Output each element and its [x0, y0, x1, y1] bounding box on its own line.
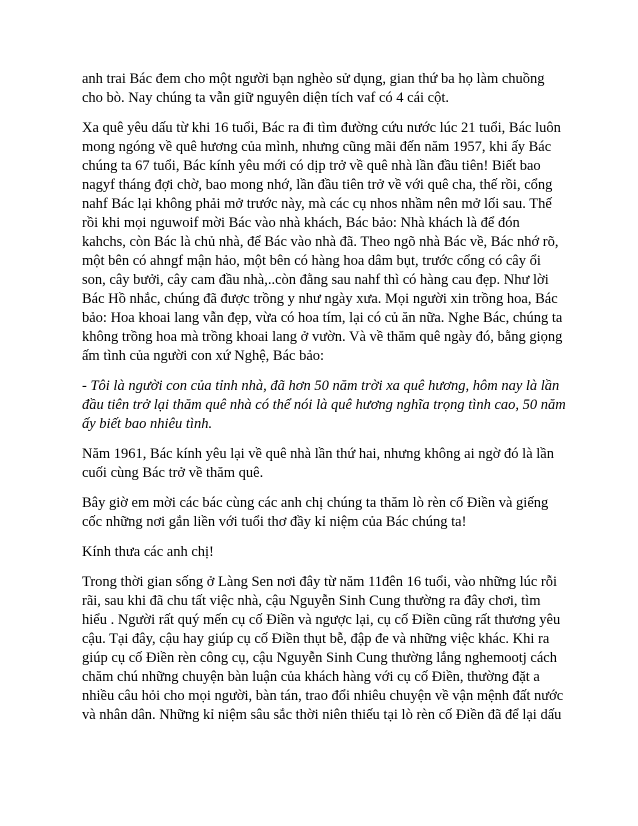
text-line: đầu tiên trở lại thăm quê nhà có thể nói là quê hương nghĩa trọng tình cao, 50 năm: [82, 397, 566, 413]
text-line: giúp cụ cố Điền rèn công cụ, cậu Nguyễn Sinh Cung thường lắng nghemootj cách: [82, 650, 557, 666]
text-line: Xa quê yêu dấu từ khi 16 tuổi, Bác ra đi tìm đường cứu nước lúc 21 tuổi, Bác luôn: [82, 120, 561, 136]
text-line: Bác Hồ nhắc, chúng đã được trồng y như ngày xưa. Mọi người xin trồng hoa, Bác: [82, 291, 558, 307]
text-line: Năm 1961, Bác kính yêu lại về quê nhà lần thứ hai, nhưng không ai ngờ đó là lần: [82, 446, 554, 462]
text-line: rồi khi mọi nguwoif mời Bác vào nhà khách, Bác bảo: Nhà khách là để đón: [82, 215, 520, 231]
text-line: nhiều câu hỏi cho mọi người, bàn tán, trao đổi nhiêu chuyện về vận mệnh đất nước: [82, 688, 564, 704]
text-line: ấy biết bao nhiêu tình.: [82, 416, 213, 432]
text-line: cậu. Tại đây, cậu hay giúp cụ cố Điền thụt bễ, đập đe và những việc khác. Khi ra: [82, 631, 550, 647]
text-line: nahf Bác lại không phải mở trước này, mà các cụ nhos nhầm nên mở lối sau. Thế: [82, 196, 552, 212]
text-line: rãi, sau khi đã chu tất việc nhà, cậu Nguyễn Sinh Cung thường ra đây chơi, tìm: [82, 593, 541, 609]
paragraph: [82, 543, 556, 562]
text-line: nagyf tháng đợi chờ, bao mong nhớ, lần đầu tiên trở về với quê cha, thế rồi, cổng: [82, 177, 553, 193]
text-line: - Tôi là người con của tỉnh nhà, đã hơn 50 năm trời xa quê hương, hôm nay là lần: [82, 378, 560, 394]
text-line: Trong thời gian sống ở Làng Sen nơi đây từ năm 11đên 16 tuổi, vào những lúc rỗi: [82, 574, 558, 590]
text-line: và nhân dân. Những kỉ niệm sâu sắc thời niên thiếu tại lò rèn cố Điền đã để lại dấu: [82, 707, 562, 723]
document-body: [82, 70, 566, 725]
text-line: anh trai Bác đem cho một người bạn nghèo sử dụng, gian thứ ba họ làm chuồng: [82, 71, 545, 87]
paragraph: [82, 445, 556, 483]
text-line: cho bò. Nay chúng ta vẫn giữ nguyên diện tích vaf có 4 cái cột.: [82, 90, 450, 106]
text-line: cuối cùng Bác trở về thăm quê.: [82, 465, 264, 481]
paragraph: [82, 70, 556, 108]
text-line: Bây giờ em mời các bác cùng các anh chị chúng ta thăm lò rèn cố Điền và giếng: [82, 495, 549, 511]
text-line: bảo: Hoa khoai lang vẫn đẹp, vừa có hoa tím, lại có củ ăn nữa. Nghe Bác, chúng ta: [82, 310, 563, 326]
paragraph: [82, 494, 556, 532]
paragraph: [82, 573, 564, 725]
text-line: mong ngóng về quê hương của mình, nhưng cũng mãi đến năm 1957, khi ấy Bác: [82, 139, 552, 155]
quote-paragraph: [82, 377, 566, 434]
text-line: hiểu . Người rất quý mến cụ cố Điền và ngược lại, cụ cố Điền cũng rất thương yêu: [82, 612, 561, 628]
text-line: Kính thưa các anh chị!: [82, 544, 214, 560]
text-line: chăm chú những chuyện bàn luận của khách hàng với cụ cố Điền, thường đặt a: [82, 669, 540, 685]
text-line: son, cây bưởi, cây cam đầu nhà,..còn đằng sau nahf thì có hàng cau đẹp. Như lời: [82, 272, 549, 288]
text-line: chúng ta 67 tuổi, Bác kính yêu mới có dịp trở về quê nhà lần đầu tiên! Biết bao: [82, 158, 541, 174]
text-line: kahchs, còn Bác là chủ nhà, để Bác vào nhà đã. Theo ngõ nhà Bác về, Bác nhớ rõ,: [82, 234, 559, 250]
text-line: cốc những nơi gắn liền với tuổi thơ đầy kỉ niệm của Bác chúng ta!: [82, 514, 467, 530]
paragraph: [82, 119, 563, 366]
text-line: ấm tình của người con xứ Nghệ, Bác bảo:: [82, 348, 325, 364]
text-line: một bên có ahngf mận hảo, một bên có hàng hoa dâm bụt, trước cổng có cây ổi: [82, 253, 541, 269]
text-line: không trồng hoa mà trồng khoai lang ở vườn. Và về thăm quê ngày đó, bằng giọng: [82, 329, 563, 345]
